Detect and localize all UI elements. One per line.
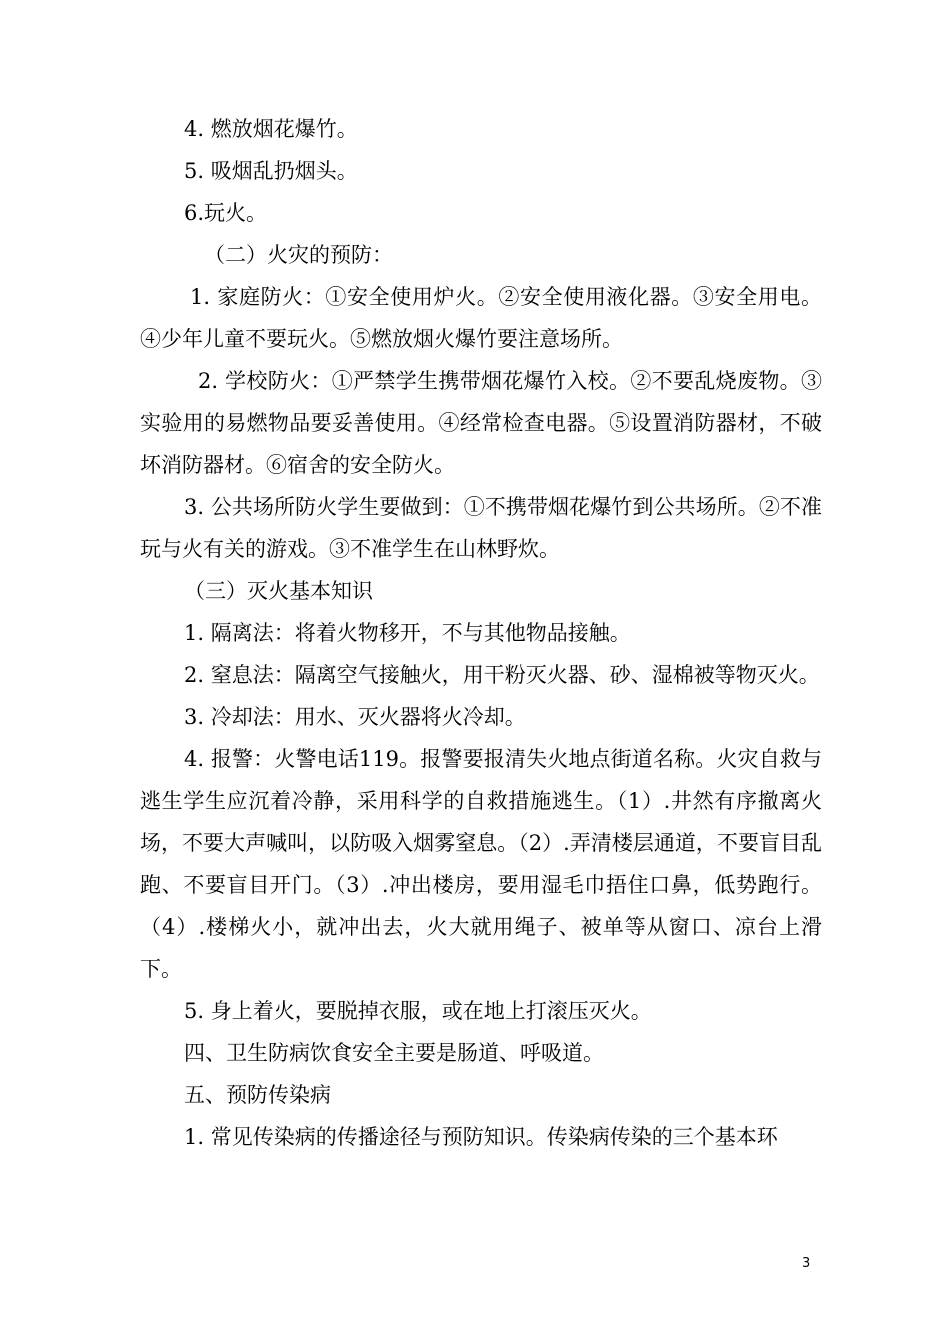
paragraph-cooling-method: 3. 冷却法：用水、灭火器将火冷却。: [184, 705, 526, 729]
paragraph-clothes-on-fire: 5. 身上着火，要脱掉衣服，或在地上打滚压灭火。: [184, 999, 652, 1023]
paragraph-item-6-playing-fire: 6.玩火。: [184, 201, 268, 225]
section-heading-fire-prevention: （二）火灾的预防：: [204, 243, 393, 267]
paragraph-smothering-method: 2. 窒息法：隔离空气接触火，用干粉灭火器、砂、湿棉被等物灭火。: [184, 663, 820, 687]
section-heading-extinguishing: （三）灭火基本知识: [184, 579, 373, 603]
paragraph-school-fire-prevention: 2. 学校防火：①严禁学生携带烟花爆竹入校。②不要乱烧废物。③实验用的易燃物品要妥善使用。④经常检查电器。⑤设置消防器材，不破坏消防器材。⑥宿舍的安全防火。: [140, 369, 822, 477]
paragraph-transmission-routes: 1. 常见传染病的传播途径与预防知识。传染病传染的三个基本环: [184, 1125, 778, 1149]
page-number: 3: [802, 1256, 811, 1271]
paragraph-isolation-method: 1. 隔离法：将着火物移开，不与其他物品接触。: [184, 621, 631, 645]
paragraph-public-fire-prevention: 3. 公共场所防火学生要做到：①不携带烟花爆竹到公共场所。②不准玩与火有关的游戏。③不准学生在山林野炊。: [140, 495, 822, 561]
paragraph-item-4-fireworks: 4. 燃放烟花爆竹。: [184, 117, 358, 141]
paragraph-home-fire-prevention: 1. 家庭防火：①安全使用炉火。②安全使用液化器。③安全用电。④少年儿童不要玩火。⑤燃放烟火爆竹要注意场所。: [140, 285, 822, 351]
body-text: [140, 108, 822, 1158]
paragraph-alarm-escape: 4. 报警：火警电话119。报警要报清失火地点街道名称。火灾自救与逃生学生应沉着冷静，采用科学的自救措施逃生。（1）.井然有序撤离火场，不要大声喊叫，以防吸入烟雾窒息。（2）.弄清楼层通道，不要盲目乱跑、不要盲目开门。（3）.冲出楼房，要用湿毛巾捂住口鼻，低势跑行。（4）.楼梯火小，就冲出去，火大就用绳子、被单等从窗口、凉台上滑下。: [140, 747, 822, 981]
section-heading-hygiene: 四、卫生防病饮食安全主要是肠道、呼吸道。: [184, 1041, 604, 1065]
section-heading-infectious-disease: 五、预防传染病: [184, 1083, 331, 1107]
paragraph-item-5-smoking: 5. 吸烟乱扔烟头。: [184, 159, 358, 183]
